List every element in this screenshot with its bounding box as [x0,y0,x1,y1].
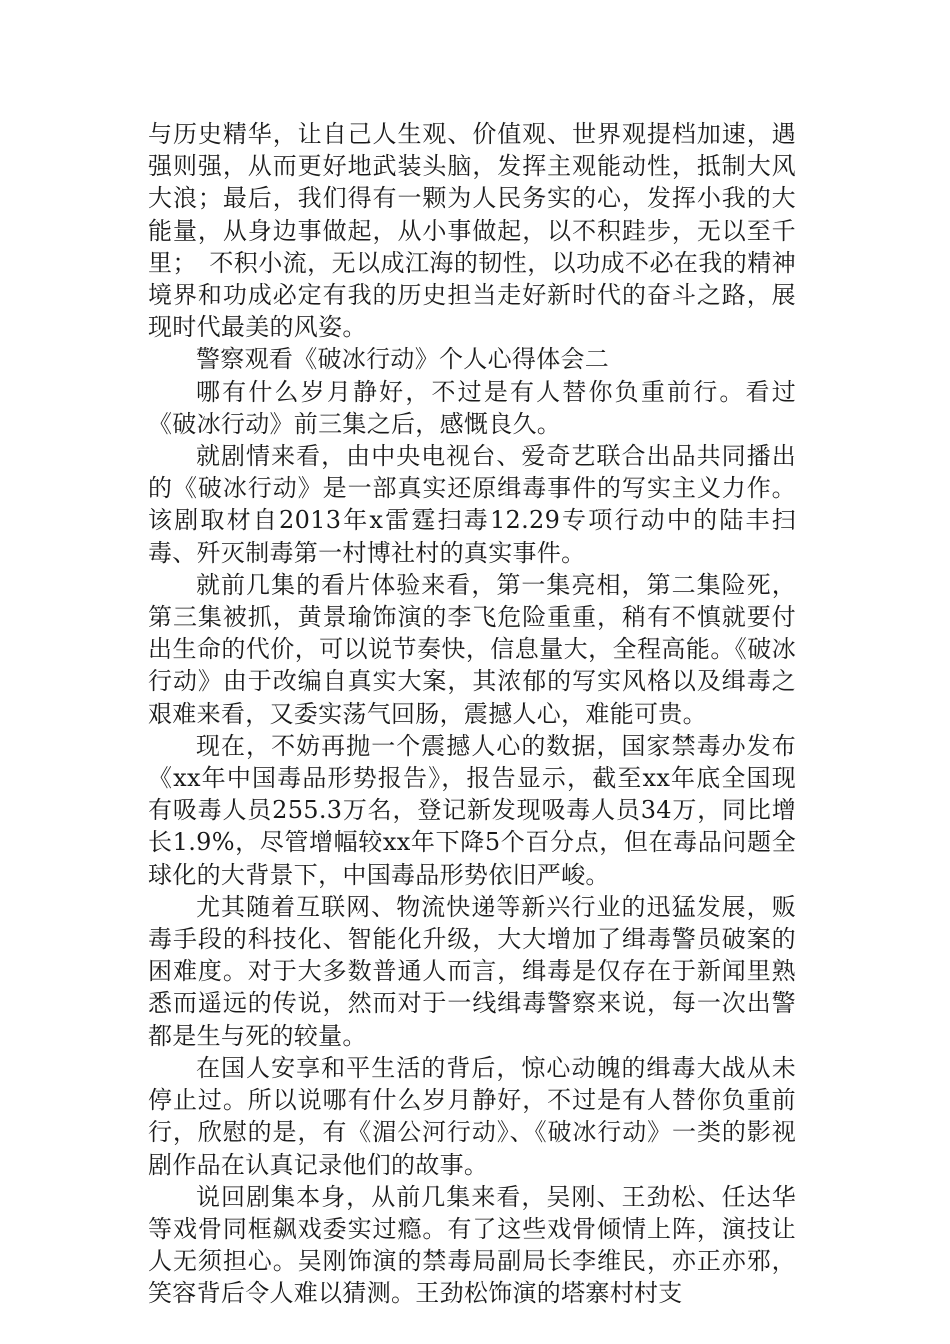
paragraph-8: 在国人安享和平生活的背后，惊心动魄的缉毒大战从未停止过。所以说哪有什么岁月静好，不过是有人替你负重前行，欣慰的是，有《湄公河行动》、《破冰行动》一类的影视剧作品在认真记录他们的故事。 [148,1053,796,1179]
paragraph-6: 现在，不妨再抛一个震撼人心的数据，国家禁毒办发布《xx年中国毒品形势报告》，报告显示，截至xx年底全国现有吸毒人员255.3万名，登记新发现吸毒人员34万，同比增长1.9%，尽管增幅较xx年下降5个百分点，但在毒品问题全球化的大背景下，中国毒品形势依旧严峻。 [148,731,796,889]
paragraph-1: 与历史精华，让自己人生观、价值观、世界观提档加速，遇强则强，从而更好地武装头脑，发挥主观能动性，抵制大风大浪；最后，我们得有一颗为人民务实的心，发挥小我的大能量，从身边事做起，从小事做起，以不积跬步，无以至千里； 不积小流，无以成江海的韧性，以功成不必在我的精神境界和功成必定有我的历史担当走好新时代的奋斗之路，展现时代最美的风姿。 [148,120,796,342]
paragraph-3: 哪有什么岁月静好，不过是有人替你负重前行。看过《破冰行动》前三集之后，感慨良久。 [148,377,796,438]
section-heading: 警察观看《破冰行动》个人心得体会二 [196,345,610,374]
paragraph-4: 就剧情来看，由中央电视台、爱奇艺联合出品共同播出的《破冰行动》是一部真实还原缉毒事件的写实主义力作。该剧取材自2013年x雷霆扫毒12.29专项行动中的陆丰扫毒、歼灭制毒第一村博社村的真实事件。 [148,442,796,567]
paragraph-9: 说回剧集本身，从前几集来看，吴刚、王劲松、任达华等戏骨同框飙戏委实过瘾。有了这些戏骨倾情上阵，演技让人无须担心。吴刚饰演的禁毒局副局长李维民，亦正亦邪，笑容背后令人难以猜测。王劲松饰演的塔寨村村支 [148,1182,796,1308]
document-body [148,118,796,1310]
paragraph-5: 就前几集的看片体验来看，第一集亮相，第二集险死，第三集被抓，黄景瑜饰演的李飞危险重重，稍有不慎就要付出生命的代价，可以说节奏快，信息量大，全程高能。《破冰行动》由于改编自真实大案，其浓郁的写实风格以及缉毒之艰难来看，又委实荡气回肠，震撼人心，难能可贵。 [148,570,796,728]
paragraph-7: 尤其随着互联网、物流快递等新兴行业的迅猛发展，贩毒手段的科技化、智能化升级，大大增加了缉毒警员破案的困难度。对于大多数普通人而言，缉毒是仅存在于新闻里熟悉而遥远的传说，然而对于一线缉毒警察来说，每一次出警都是生与死的较量。 [148,892,796,1050]
